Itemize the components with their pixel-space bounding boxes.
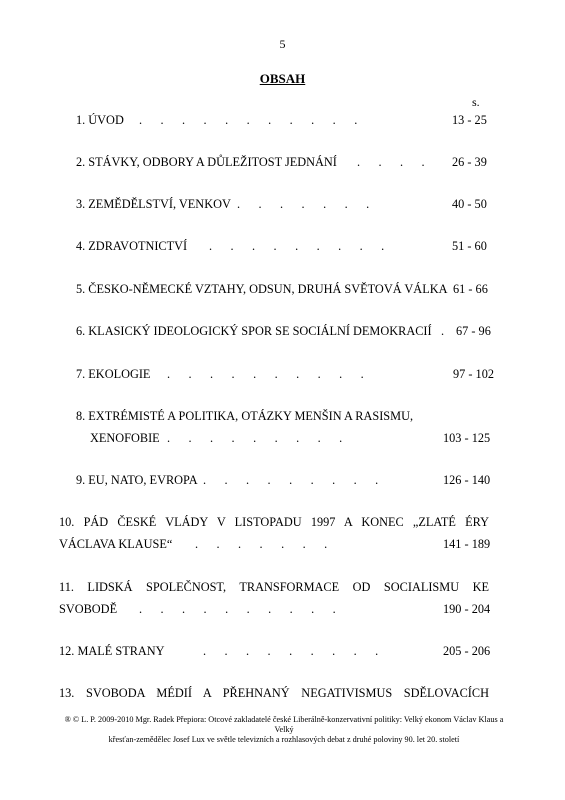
toc-entry-6-pages: 67 - 96 (456, 324, 491, 338)
toc-entry-11-title: 11. LIDSKÁ SPOLEČNOST, TRANSFORMACE OD SOCIALISMU KE (59, 580, 489, 594)
pages-column-label: s. (472, 95, 480, 109)
toc-entry-12-title: 12. MALÉ STRANY (59, 644, 165, 658)
toc-entry-12-dots: . . . . . . . . . (203, 644, 379, 658)
footer-line-1: ® © L. P. 2009-2010 Mgr. Radek Přepiora: Otcové zakladatelé české Liberálně-konzervativní politiky: Velký ekonom Václav Klaus a Velký (64, 715, 504, 734)
toc-entry-4-dots: . . . . . . . . . (209, 239, 385, 253)
toc-entry-11-pages: 190 - 204 (443, 602, 491, 616)
toc-entry-7-pages: 97 - 102 (453, 367, 494, 381)
toc-entry-6-title: 6. KLASICKÝ IDEOLOGICKÝ SPOR SE SOCIÁLNÍ DEMOKRACIÍ (76, 324, 432, 338)
toc-entry-3-dots: . . . . . . . (237, 197, 370, 211)
page-number: 5 (279, 37, 286, 51)
toc-entry-7-dots: . . . . . . . . . . (167, 367, 364, 381)
toc-entry-2-dots: . . . . (357, 155, 425, 169)
toc-entry-7-title: 7. EKOLOGIE (76, 367, 151, 381)
toc-entry-1-dots: . . . . . . . . . . . (139, 113, 358, 127)
footer-line-2: křesťan-zemědělec Josef Lux ve světle televizních a rozhlasových debat z druhé poloviny 90. let 20. století (108, 735, 460, 744)
toc-entry-4-pages: 51 - 60 (452, 239, 487, 253)
toc-entry-10-title-line2: VÁCLAVA KLAUSE“ (59, 537, 173, 551)
toc-entry-3-pages: 40 - 50 (452, 197, 487, 211)
toc-entry-8-dots: . . . . . . . . . (167, 431, 343, 445)
toc-entry-4-title: 4. ZDRAVOTNICTVÍ (76, 239, 188, 253)
toc-entry-1-title: 1. ÚVOD (76, 113, 124, 127)
toc-entry-11-title-line2: SVOBODĚ (59, 602, 118, 616)
toc-entry-8-title: 8. EXTRÉMISTÉ A POLITIKA, OTÁZKY MENŠIN A RASISMU, (76, 409, 414, 423)
toc-entry-12-pages: 205 - 206 (443, 644, 491, 658)
toc-entry-13-title: 13. SVOBODA MÉDIÍ A PŘEHNANÝ NEGATIVISMUS SDĚLOVACÍCH (59, 686, 489, 700)
toc-entry-9-dots: . . . . . . . . . (203, 473, 379, 487)
toc-entry-1-pages: 13 - 25 (452, 113, 487, 127)
toc-entry-10-dots: . . . . . . . (195, 537, 328, 551)
toc-entry-9-title: 9. EU, NATO, EVROPA (76, 473, 198, 487)
toc-entry-2-title: 2. STÁVKY, ODBORY A DŮLEŽITOST JEDNÁNÍ (76, 155, 337, 169)
toc-entry-9-pages: 126 - 140 (443, 473, 491, 487)
toc-entry-10-title: 10. PÁD ČESKÉ VLÁDY V LISTOPADU 1997 A KONEC „ZLATÉ ÉRY (59, 515, 489, 529)
toc-entry-11-dots: . . . . . . . . . . (139, 602, 336, 616)
toc-entry-6-dots: . (441, 324, 445, 338)
toc-entry-5-title: 5. ČESKO-NĚMECKÉ VZTAHY, ODSUN, DRUHÁ SVĚTOVÁ VÁLKA (76, 282, 448, 296)
toc-entry-10-pages: 141 - 189 (443, 537, 491, 551)
toc-entry-2-pages: 26 - 39 (452, 155, 487, 169)
toc-entry-8-pages: 103 - 125 (443, 431, 491, 445)
toc-entry-5-pages: 61 - 66 (453, 282, 488, 296)
toc-title: OBSAH (259, 71, 306, 86)
page-footer (60, 715, 508, 745)
toc-entry-8-title-line2: XENOFOBIE (90, 431, 160, 445)
toc-entry-3-title: 3. ZEMĚDĚLSTVÍ, VENKOV (76, 197, 231, 211)
